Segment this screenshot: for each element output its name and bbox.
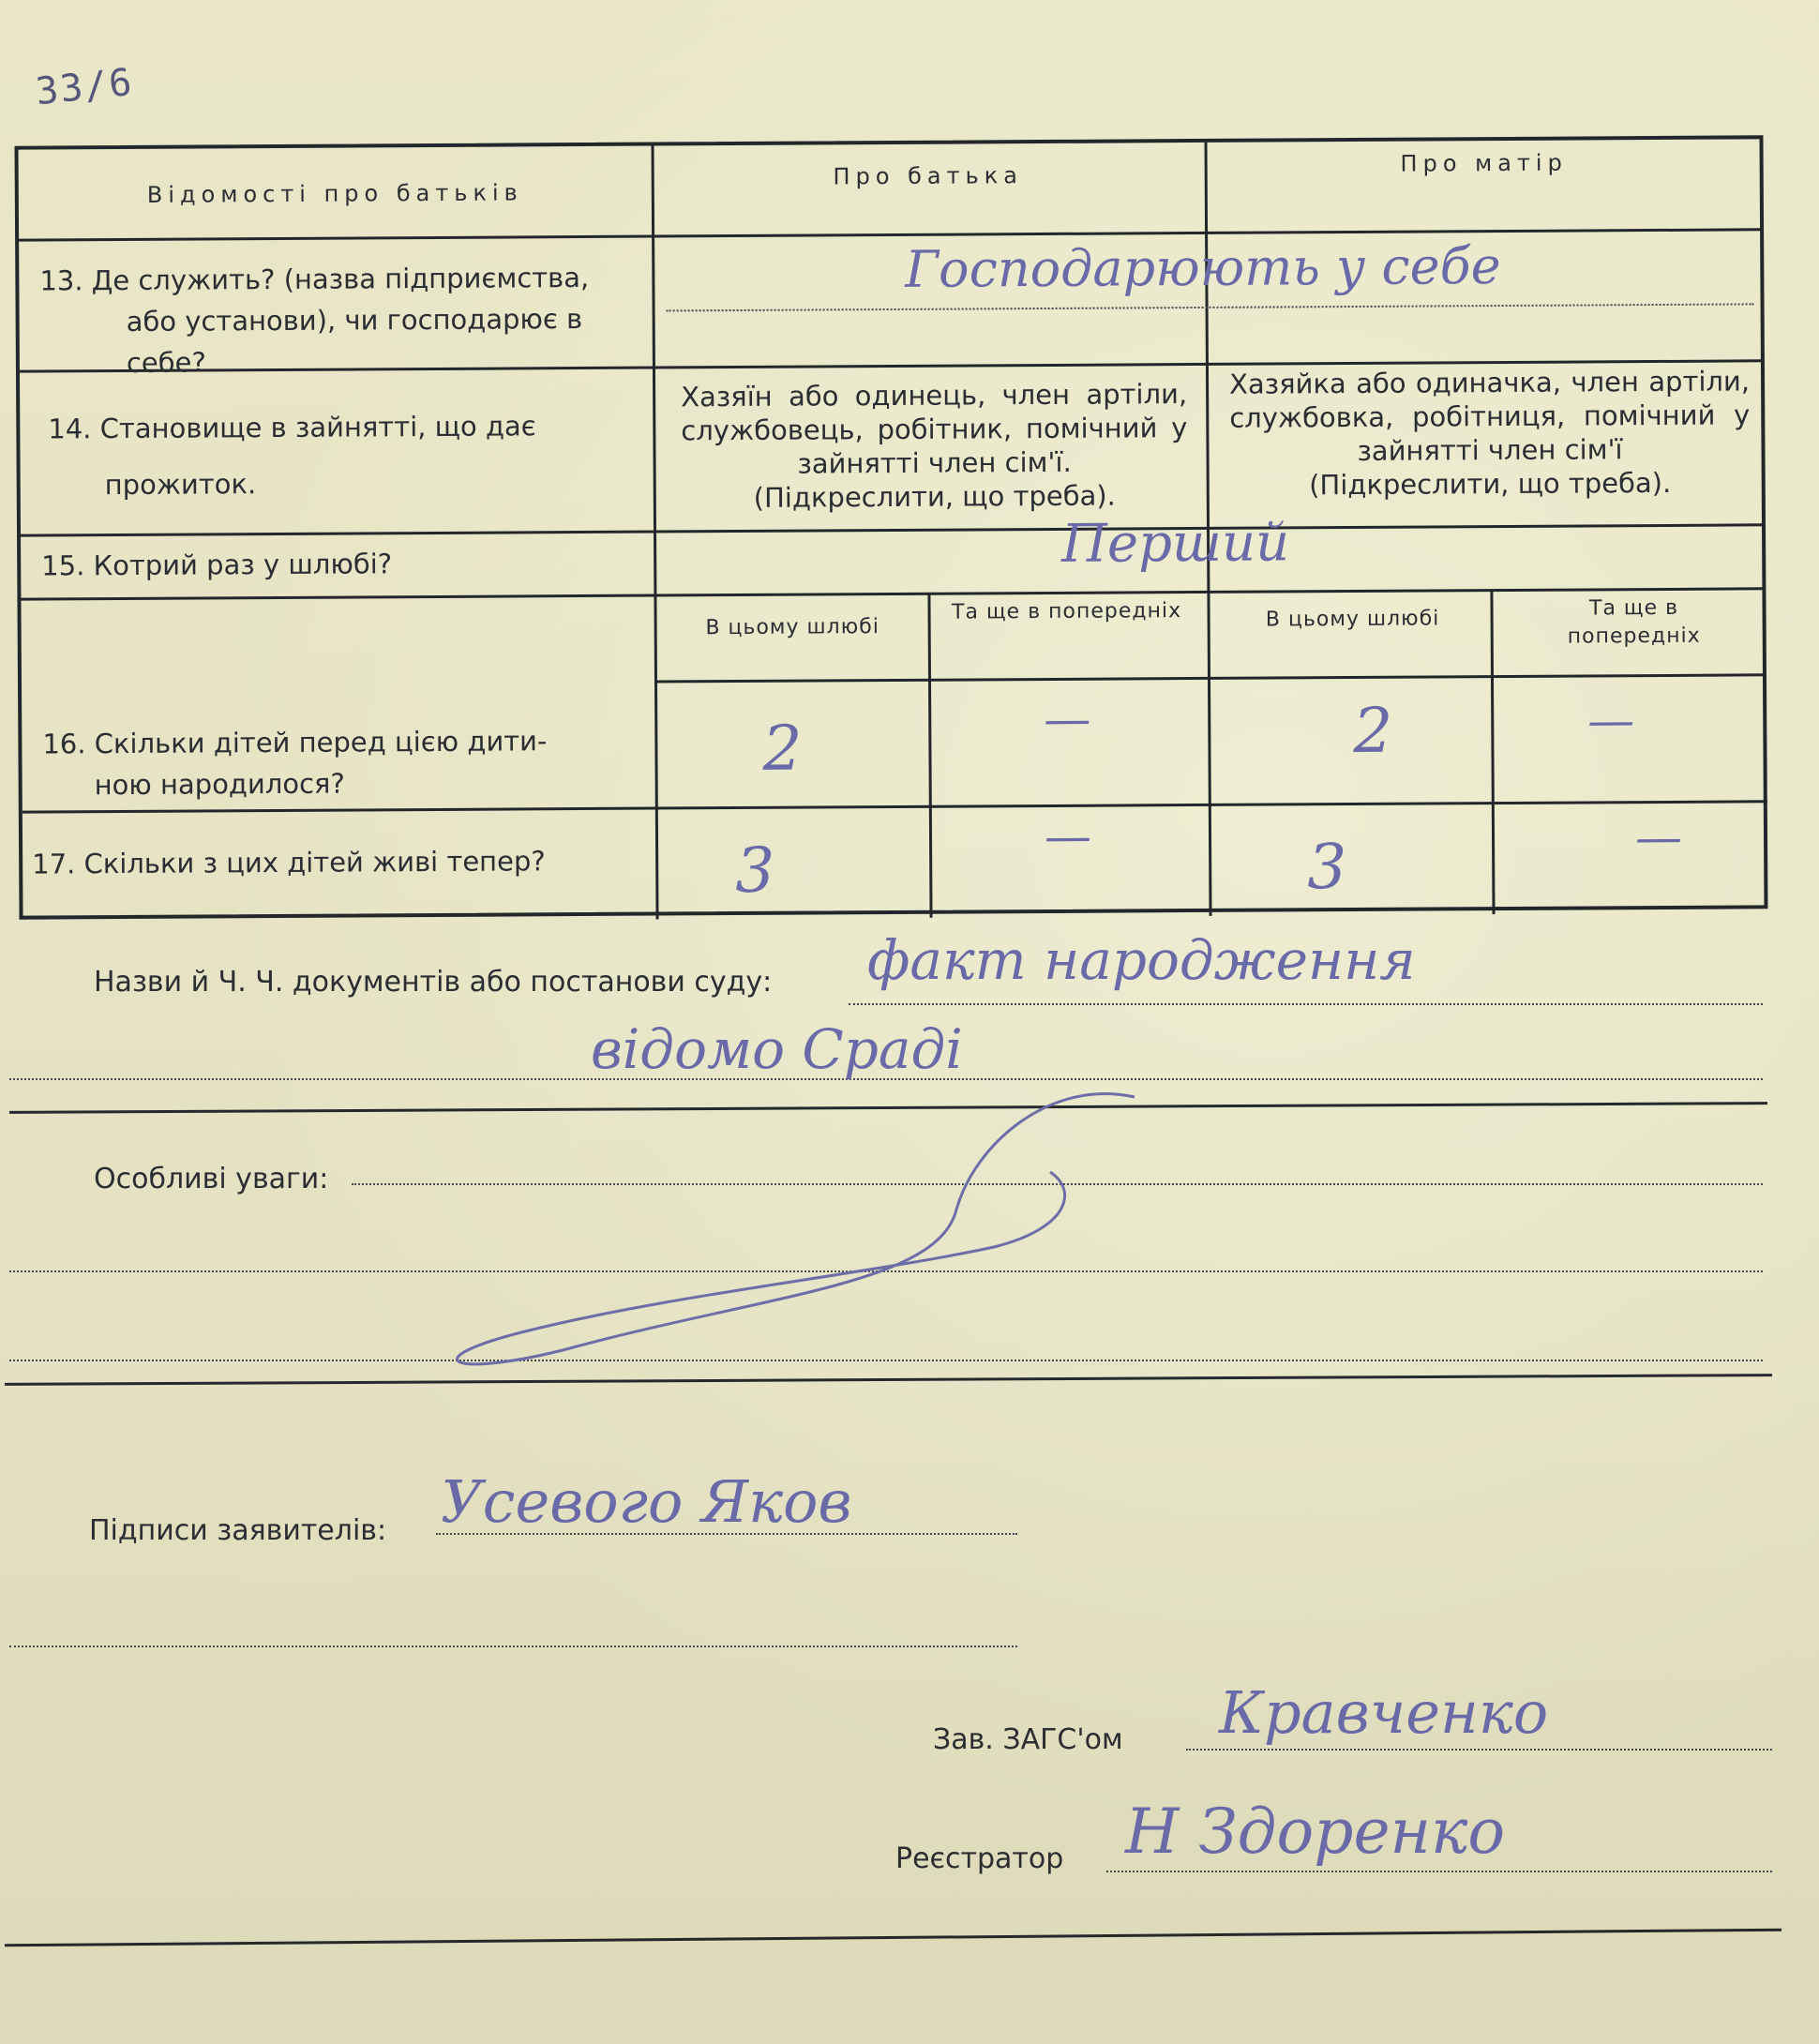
q16-father-this: 2 <box>762 712 803 785</box>
zags-head-label: Зав. ЗАГС'ом <box>933 1723 1123 1756</box>
notes-label: Особливі уваги: <box>94 1163 329 1195</box>
q14-mother-options: Хазяйка або одиначка, член артіли, службовка, робітниця, помічний у зайнятті член сім'ї (Підкреслити, що треба). <box>1228 365 1751 502</box>
zags-head-signature: Кравченко <box>1219 1678 1549 1747</box>
q17-father-this: 3 <box>734 834 775 908</box>
parents-info-table <box>14 135 1767 919</box>
applicants-signature-line-2 <box>9 1646 1017 1647</box>
q15-label: 15. Котрий раз у шлюбі? <box>41 548 393 582</box>
q17-father-prev: — <box>1044 808 1092 864</box>
q16-label: 16. Скільки дітей перед цією дити- ною народилося? <box>42 725 548 802</box>
header-father: Про батька <box>833 162 1024 190</box>
q17-mother-this: 3 <box>1306 831 1347 904</box>
documents-label: Назви й Ч. Ч. документів або постанови суду: <box>94 966 773 999</box>
subheader-father-this: В цьому шлюбі <box>705 615 879 640</box>
registrar-signature: Н Здоренко <box>1125 1796 1506 1868</box>
q14-father-options: Хазяїн або одинець, член артіли, службовець, робітник, помічний у зайнятті член сім'ї. (Підкреслити, що треба). <box>681 378 1188 514</box>
q15-answer-handwritten: Перший <box>1060 512 1290 575</box>
q13-answer-handwritten: Господарюють у себе <box>905 236 1501 299</box>
subheader-mother-this: В цьому шлюбі <box>1265 607 1440 632</box>
q16-mother-prev: — <box>1587 693 1635 748</box>
q13-answer-line <box>667 303 1754 311</box>
registrar-label: Реєстратор <box>895 1842 1064 1875</box>
applicants-signature-label: Підписи заявителів: <box>89 1514 387 1547</box>
q17-label: 17. Скільки з цих дітей живі тепер? <box>32 845 546 880</box>
bottom-divider <box>5 1929 1781 1947</box>
documents-line-1 <box>849 1003 1763 1005</box>
q16-father-prev: — <box>1044 691 1091 747</box>
q16-mother-this: 2 <box>1353 694 1393 767</box>
registrar-line <box>1106 1871 1772 1872</box>
applicants-signature: Усевого Яков <box>441 1467 852 1536</box>
cancellation-flourish <box>394 1078 1144 1378</box>
documents-value-1: факт народження <box>867 928 1416 992</box>
header-info: Відомості про батьків <box>146 179 523 208</box>
subheader-father-prev: Та ще в попередніх <box>951 599 1182 624</box>
zags-head-line <box>1186 1749 1772 1751</box>
header-mother: Про матір <box>1400 149 1568 177</box>
q17-mother-prev: — <box>1634 809 1683 865</box>
archive-number: 33/6 <box>33 60 136 114</box>
subheader-mother-prev: Та ще в попередніх <box>1567 595 1701 649</box>
q13-label: 13. Де служить? (назва підприємства, або установи), чи господарює в себе? <box>39 261 590 379</box>
documents-value-2: відомо Сраді <box>591 1017 963 1081</box>
q14-label: 14. Становище в зайнятті, що дає прожиток. <box>48 410 536 502</box>
